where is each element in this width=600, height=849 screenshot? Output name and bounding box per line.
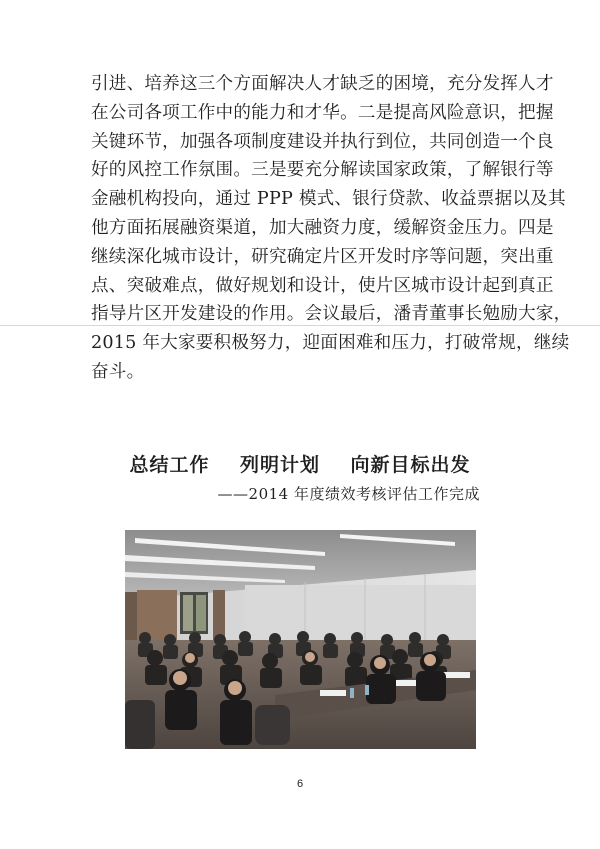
- body-line: 指导片区开发建设的作用。会议最后，潘青董事长勉励大家，: [91, 304, 572, 325]
- meeting-photo: [125, 530, 476, 749]
- body-paragraph: [91, 70, 572, 387]
- body-line: 在公司各项工作中的能力和才华。二是提高风险意识，把握: [91, 102, 554, 123]
- body-line: 金融机构投向，通过 PPP 模式、银行贷款、收益票据以及其: [91, 189, 566, 210]
- article-title: 总结工作 列明计划 向新目标出发: [129, 454, 471, 476]
- body-line: 他方面拓展融资渠道，加大融资力度，缓解资金压力。四是: [91, 217, 554, 238]
- body-line: 关键环节，加强各项制度建设并执行到位，共同创造一个良: [91, 131, 554, 152]
- scan-divider-line: [0, 325, 600, 326]
- body-line: 好的风控工作氛围。三是要充分解读国家政策，了解银行等: [91, 160, 554, 181]
- body-line: 继续深化城市设计，研究确定片区开发时序等问题，突出重: [91, 246, 554, 267]
- page-number: 6: [296, 778, 304, 790]
- body-line: 点、突破难点，做好规划和设计，使片区城市设计起到真正: [91, 275, 554, 296]
- body-line: 引进、培养这三个方面解决人才缺乏的困境，充分发挥人才: [91, 74, 554, 94]
- body-line: 奋斗。: [91, 361, 145, 382]
- body-line: 2015 年大家要积极努力，迎面困难和压力，打破常规，继续: [91, 333, 570, 354]
- article-subtitle: ——2014 年度绩效考核评估工作完成: [217, 485, 480, 503]
